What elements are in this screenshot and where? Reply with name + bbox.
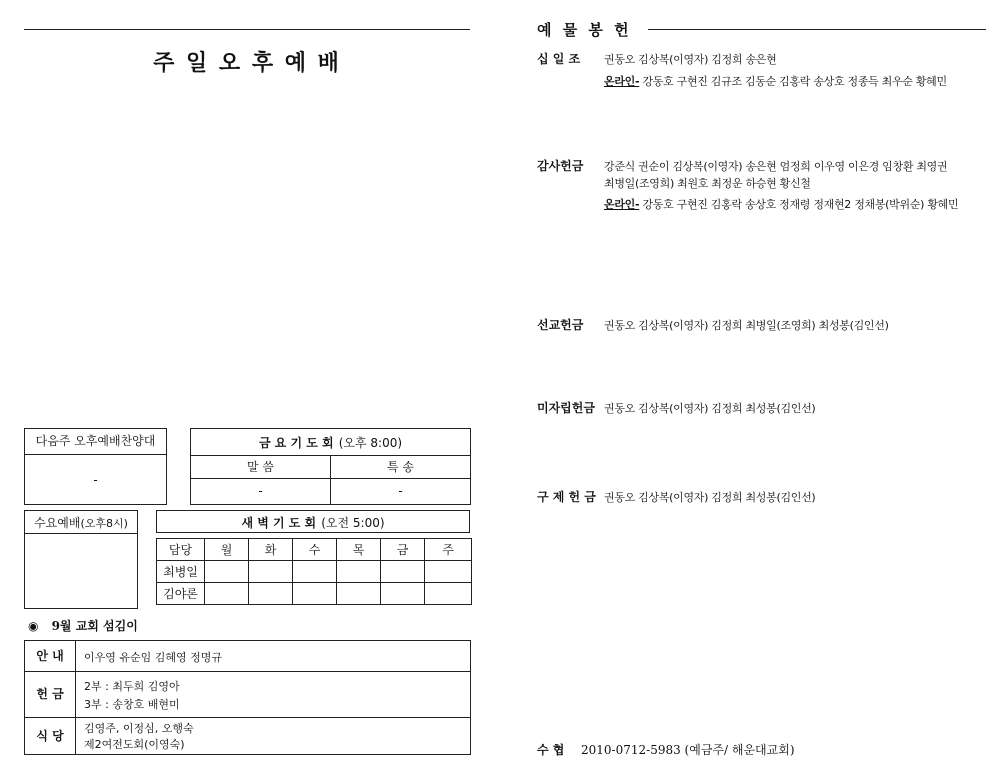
dawn-cell xyxy=(249,583,293,605)
dawn-cell xyxy=(381,561,425,583)
dawn-row-name: 최병일 xyxy=(157,561,205,583)
serving-divider-row xyxy=(25,671,470,672)
dawn-cell xyxy=(425,561,472,583)
friday-col-special-song: 특 송 xyxy=(331,456,470,479)
dawn-header-cell: 수 xyxy=(293,539,337,561)
dawn-cell xyxy=(249,561,293,583)
serving-divider-row xyxy=(25,717,470,718)
tithe-online-label: 온라인- xyxy=(604,75,640,88)
bank-account: 2010-0712-5983 (예금주/ 해운대교회) xyxy=(581,743,795,757)
serving-row-value: 2부 : 최두희 김영아 xyxy=(84,680,180,693)
dawn-cell xyxy=(381,583,425,605)
mission-names: 권동오 김상복(이영자) 김정희 최병일(조영희) 최성봉(김인선) xyxy=(604,319,889,332)
dawn-header-cell: 주 xyxy=(425,539,472,561)
friday-prayer-box xyxy=(190,428,471,505)
table-row xyxy=(157,561,472,583)
thanks-online-label: 온라인- xyxy=(604,198,640,211)
offering-title: 예 물 봉 헌 xyxy=(537,21,632,39)
friday-prayer-heading xyxy=(191,429,470,456)
serving-row-value: 이우영 유순임 김혜영 정명규 xyxy=(84,651,223,664)
serving-heading xyxy=(28,615,138,634)
future-names: 권동오 김상복(이영자) 김정희 최성봉(김인선) xyxy=(604,402,816,415)
dawn-cell xyxy=(425,583,472,605)
dawn-header-cell: 화 xyxy=(249,539,293,561)
thanks-label: 감사헌금 xyxy=(537,159,584,173)
wednesday-time: (오후8시) xyxy=(80,517,128,530)
dawn-header-cell: 금 xyxy=(381,539,425,561)
dawn-header-cell: 담당 xyxy=(157,539,205,561)
serving-row-value: 3부 : 송창호 배현미 xyxy=(84,698,180,711)
dawn-cell xyxy=(337,561,381,583)
bullet-icon: ◉ xyxy=(28,619,39,633)
dawn-prayer-header xyxy=(156,510,470,533)
dawn-prayer-title: 새 벽 기 도 회 xyxy=(241,516,317,530)
table-row xyxy=(157,583,472,605)
serving-row-label: 안 내 xyxy=(36,649,64,663)
friday-col-sermon: 말 씀 xyxy=(191,456,331,479)
dawn-cell xyxy=(293,561,337,583)
friday-val-sermon: - xyxy=(191,479,331,504)
thanks-online-names: 강동호 구현진 김홍락 송상호 정재령 정재현2 정채봉(박위순) 황혜민 xyxy=(642,198,959,211)
dawn-row-name: 김야론 xyxy=(157,583,205,605)
tithe-label: 십 일 조 xyxy=(537,52,581,66)
tithe-online-line xyxy=(604,73,947,89)
serving-row-label: 식 당 xyxy=(36,729,64,743)
future-label: 미자립헌금 xyxy=(537,401,595,415)
wednesday-title: 수요예배 xyxy=(34,516,81,530)
choir-value: - xyxy=(93,473,98,487)
dawn-header-cell: 월 xyxy=(205,539,249,561)
dawn-header-row xyxy=(157,539,472,561)
offering-title-rule xyxy=(648,29,986,30)
tithe-online-names: 강동호 구현진 김규조 김동순 김홍락 송상호 정종득 최우순 황혜민 xyxy=(642,75,947,88)
top-rule-left xyxy=(24,29,470,30)
serving-row-value: 김영주, 이정심, 오행숙 xyxy=(84,722,194,735)
thanks-online-line xyxy=(604,196,958,212)
tithe-names: 권동오 김상복(이영자) 김정희 송은현 xyxy=(604,53,777,66)
dawn-cell xyxy=(337,583,381,605)
serving-divider-col xyxy=(75,641,76,754)
serving-row-label: 헌 금 xyxy=(36,687,64,701)
thanks-names-line1: 강준식 권순이 김상복(이영자) 송은현 엄정희 이우영 이은경 임창환 최영권 xyxy=(604,160,948,173)
relief-label: 구 제 헌 금 xyxy=(537,490,596,504)
serving-table xyxy=(24,640,471,755)
friday-prayer-title: 금 요 기 도 회 xyxy=(258,436,334,450)
dawn-prayer-time: (오전 5:00) xyxy=(321,516,385,530)
dawn-header-cell: 목 xyxy=(337,539,381,561)
mission-label: 선교헌금 xyxy=(537,318,584,332)
service-title: 주 일 오 후 예 배 xyxy=(153,50,341,76)
choir-box xyxy=(24,428,167,505)
thanks-names-line2: 최병일(조영희) 최원호 최정운 하승현 황신철 xyxy=(604,177,811,190)
dawn-cell xyxy=(293,583,337,605)
choir-header: 다음주 오후예배찬양대 xyxy=(25,429,166,455)
dawn-cell xyxy=(205,561,249,583)
relief-names: 권동오 김상복(이영자) 김정희 최성봉(김인선) xyxy=(604,491,816,504)
dawn-prayer-table xyxy=(156,538,472,605)
friday-val-special-song: - xyxy=(398,484,403,498)
friday-prayer-time: (오후 8:00) xyxy=(338,436,403,450)
bank-label: 수 협 xyxy=(537,743,565,757)
wednesday-box xyxy=(24,510,138,609)
wednesday-heading xyxy=(25,511,137,534)
serving-title: 9월 교회 섬김이 xyxy=(51,619,138,633)
serving-row-value: 제2여전도회(이영숙) xyxy=(84,738,185,751)
dawn-cell xyxy=(205,583,249,605)
